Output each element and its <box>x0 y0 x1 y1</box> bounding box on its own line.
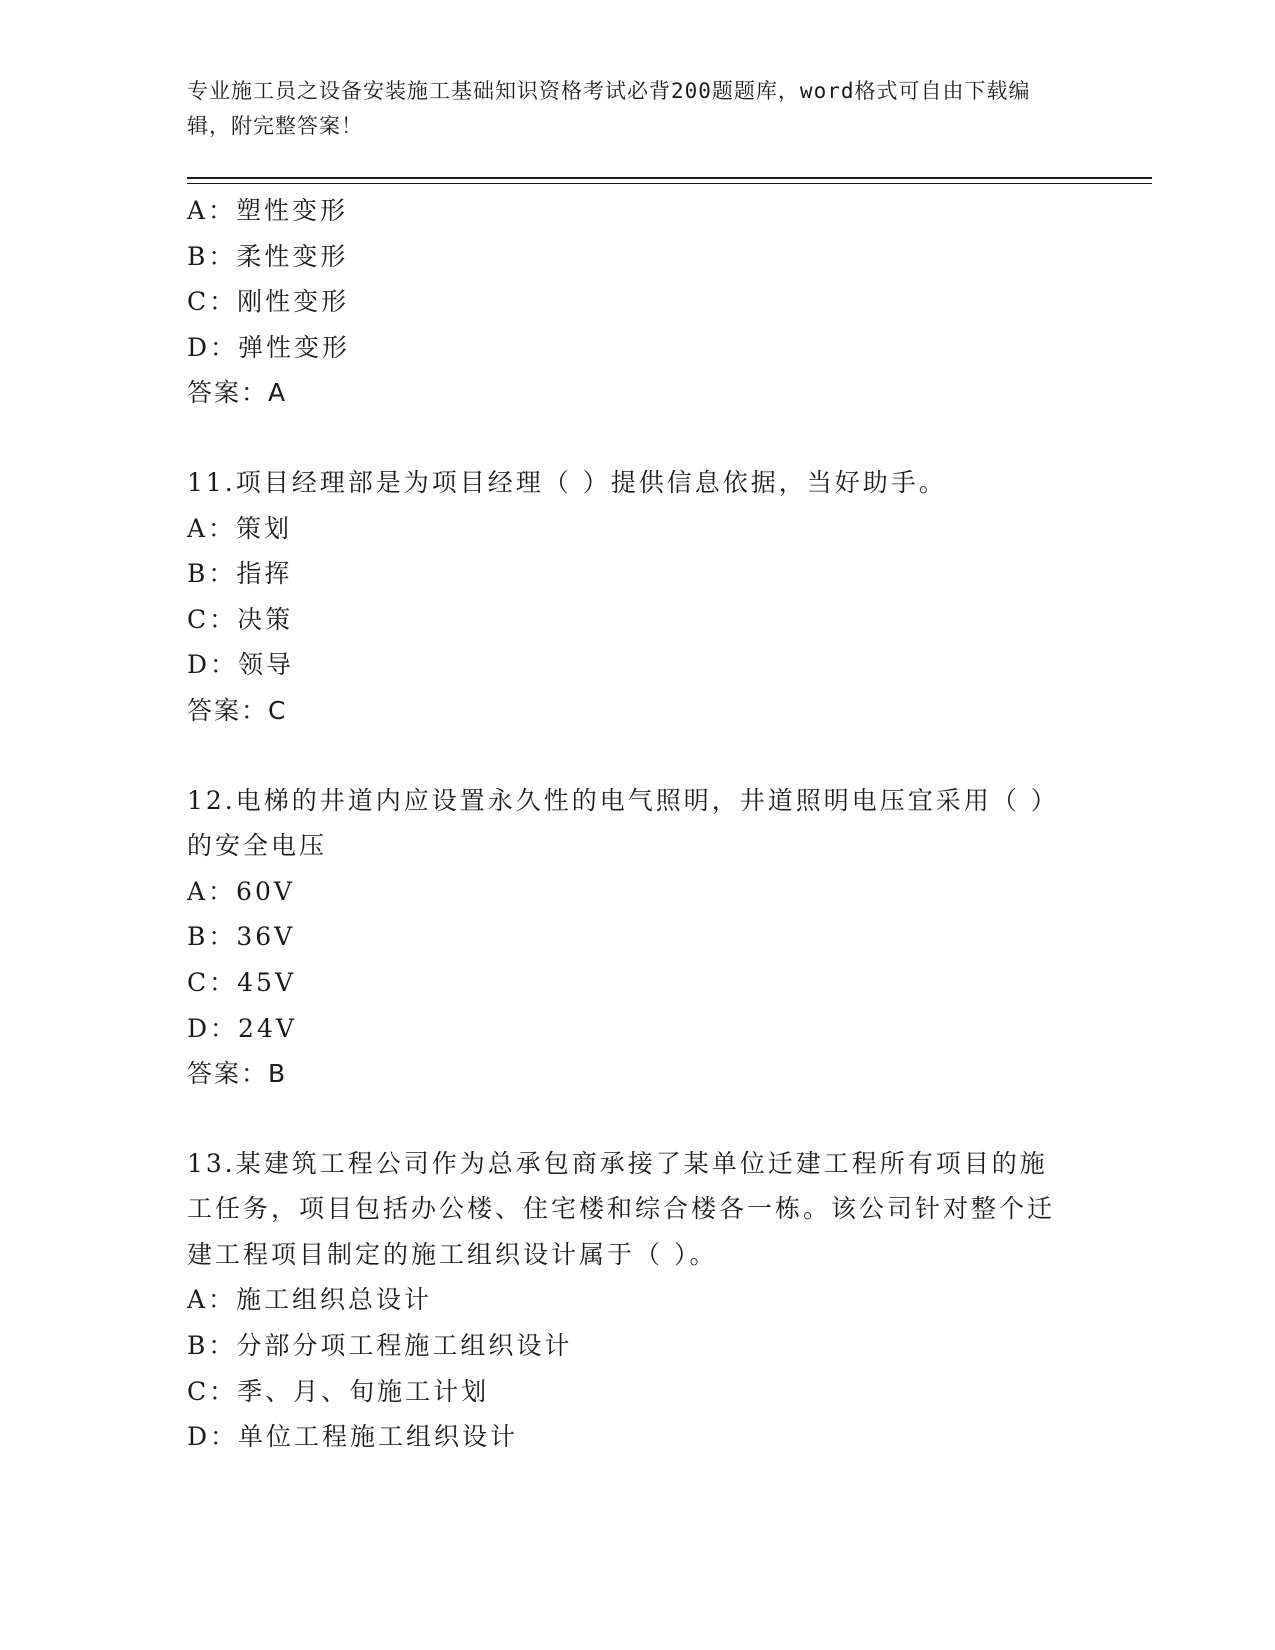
option-a: A：施工组织总设计 <box>187 1285 433 1315</box>
option-b: B：指挥 <box>187 559 293 589</box>
option-d: D：领导 <box>187 650 295 680</box>
option-d: D：弹性变形 <box>187 332 351 362</box>
option-c: C：刚性变形 <box>187 287 350 317</box>
document-header: 专业施工员之设备安装施工基础知识资格考试必背200题题库，word格式可自由下载编辑，附完整答案！ <box>187 79 1031 138</box>
question-stem: 11.项目经理部是为项目经理（ ）提供信息依据，当好助手。 <box>187 467 947 497</box>
option-b: B：36V <box>187 922 296 952</box>
header-divider-thin <box>187 183 1152 184</box>
option-b: B：分部分项工程施工组织设计 <box>187 1331 573 1361</box>
header-divider <box>187 177 1152 179</box>
answer-line: 答案：C <box>187 695 288 725</box>
question-block-12 <box>187 778 1077 1097</box>
option-c: C：季、月、旬施工计划 <box>187 1376 490 1406</box>
question-list <box>187 188 1077 1504</box>
question-block-11 <box>187 460 1077 734</box>
option-b: B：柔性变形 <box>187 241 349 271</box>
option-c: C：45V <box>187 967 296 997</box>
option-c: C：决策 <box>187 604 294 634</box>
option-d: D：24V <box>187 1013 297 1043</box>
question-stem: 13.某建筑工程公司作为总承包商承接了某单位迁建工程所有项目的施工任务，项目包括办公楼、住宅楼和综合楼各一栋。该公司针对整个迁建工程项目制定的施工组织设计属于（ ）。 <box>187 1148 1056 1269</box>
option-d: D：单位工程施工组织设计 <box>187 1422 519 1452</box>
answer-line: 答案：A <box>187 378 288 408</box>
option-a: A：60V <box>187 876 295 906</box>
question-block-10 <box>187 188 1077 416</box>
question-block-13 <box>187 1141 1077 1460</box>
answer-line: 答案：B <box>187 1059 288 1089</box>
option-a: A：策划 <box>187 513 293 543</box>
option-a: A：塑性变形 <box>187 196 349 225</box>
question-stem: 12.电梯的井道内应设置永久性的电气照明，井道照明电压宜采用（ ）的安全电压 <box>187 785 1059 861</box>
